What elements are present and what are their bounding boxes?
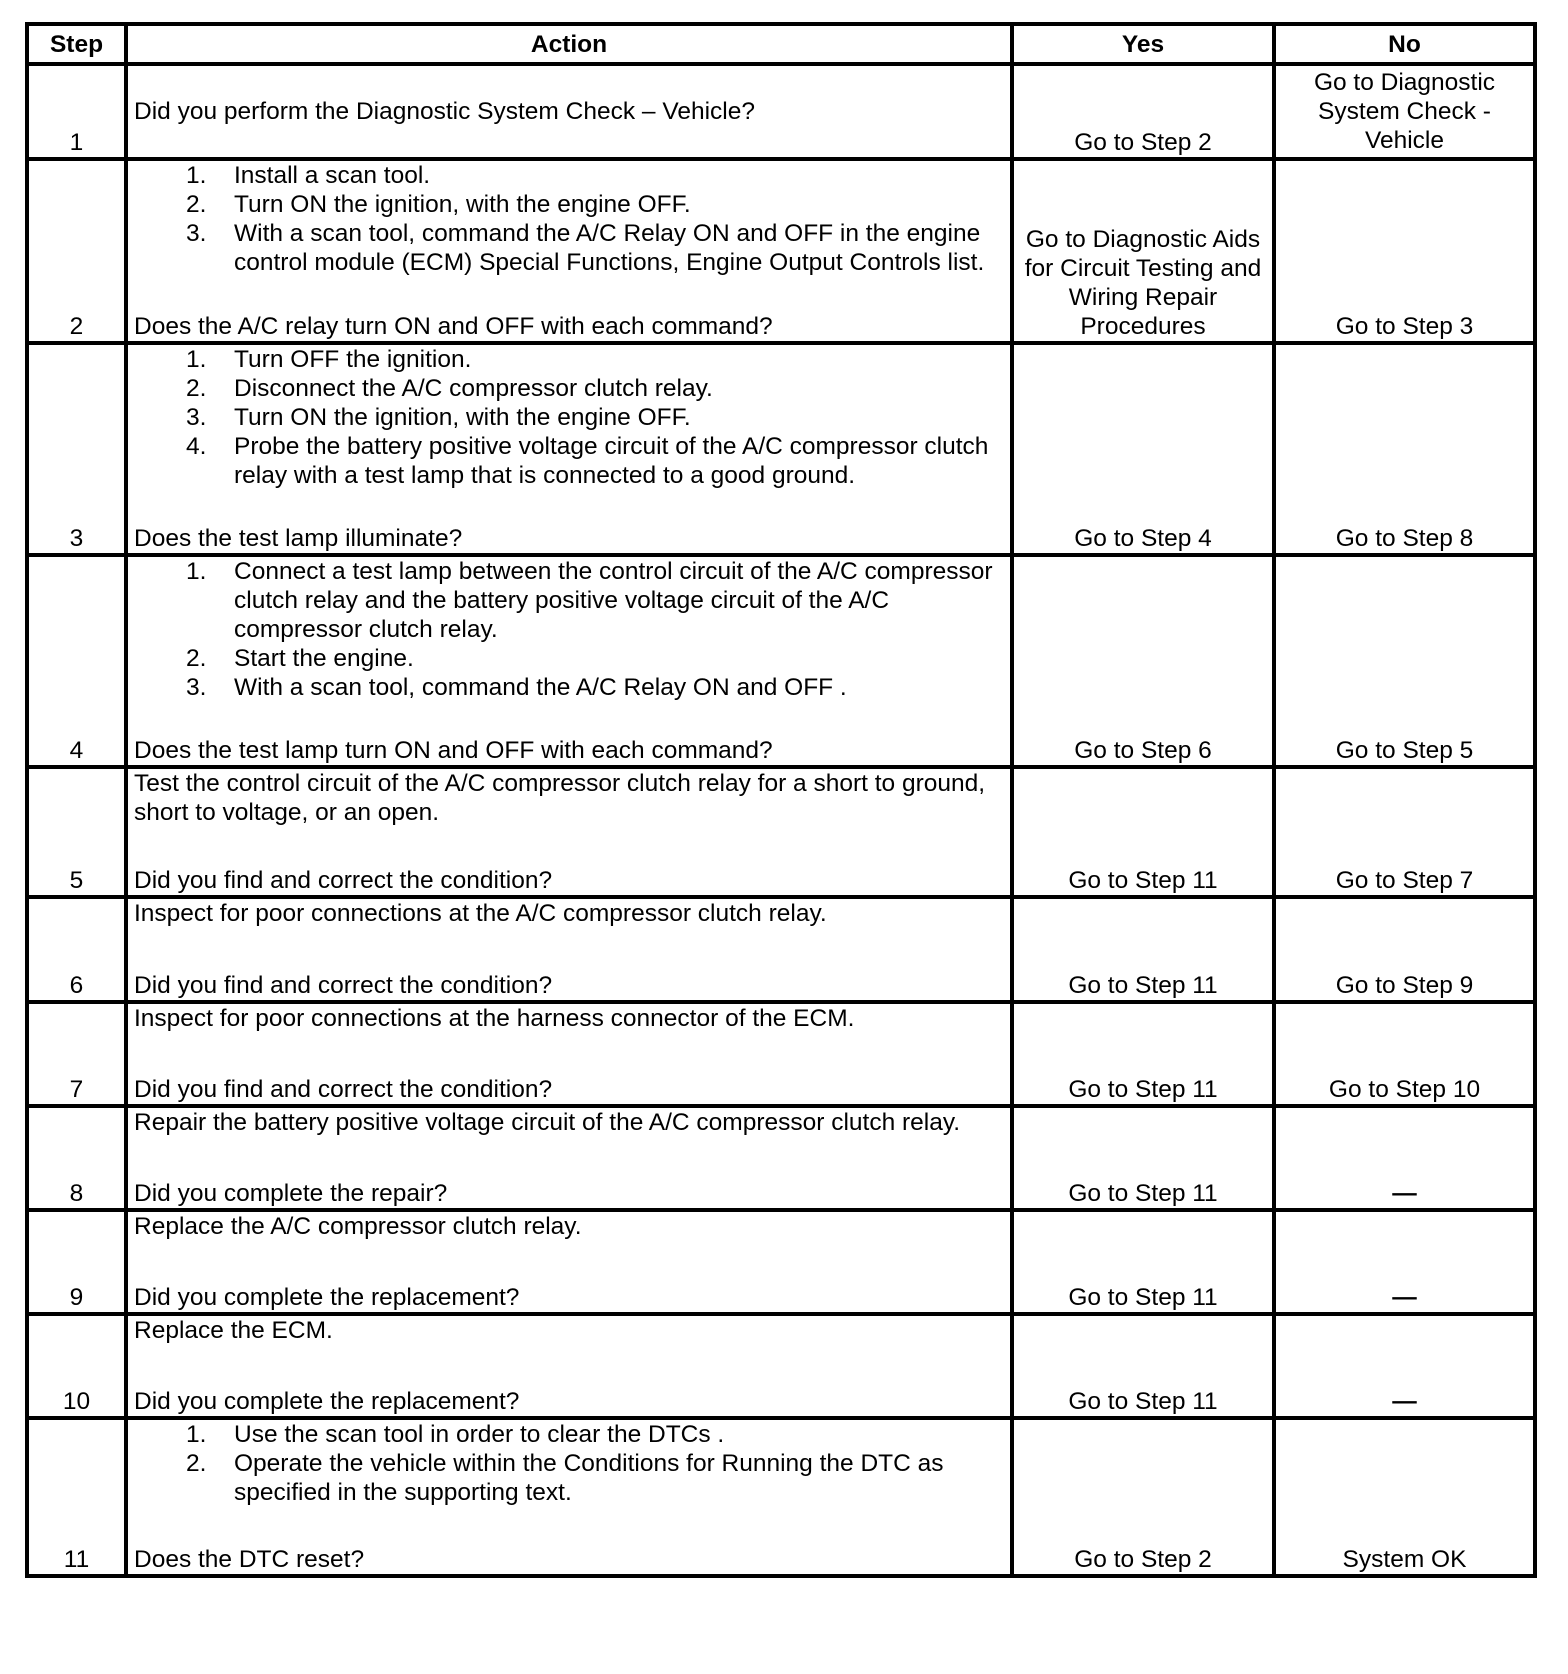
no-result: System OK	[1274, 1418, 1535, 1576]
step-number: 6	[27, 897, 126, 1002]
instruction-item	[134, 557, 1004, 644]
instruction-number: 1.	[186, 346, 207, 373]
yes-result: Go to Step 11	[1012, 897, 1274, 1002]
instruction-text: Probe the battery positive voltage circuit of the A/C compressor clutch relay with a test lamp that is connected to a good ground.	[234, 433, 989, 489]
step-number: 4	[27, 555, 126, 767]
action-instruction: Repair the battery positive voltage circuit of the A/C compressor clutch relay.	[134, 1109, 961, 1136]
instruction-text: Use the scan tool in order to clear the DTCs .	[234, 1421, 725, 1448]
yes-result: Go to Step 2	[1012, 64, 1274, 159]
instruction-text: Turn OFF the ignition.	[234, 346, 472, 373]
no-result: —	[1274, 1106, 1535, 1210]
instruction-text: Turn ON the ignition, with the engine OFF.	[234, 191, 691, 218]
action-cell	[126, 1106, 1012, 1210]
yes-result: Go to Step 2	[1012, 1418, 1274, 1576]
table-body	[27, 64, 1535, 1576]
header-row	[27, 24, 1535, 64]
action-question: Did you complete the replacement?	[134, 1388, 520, 1415]
table-row	[27, 64, 1535, 159]
instruction-number: 2.	[186, 375, 207, 402]
no-result: —	[1274, 1210, 1535, 1314]
step-number: 1	[27, 64, 126, 159]
instruction-item	[134, 345, 1004, 374]
no-result: Go to Step 7	[1274, 767, 1535, 897]
instruction-item	[134, 1449, 1004, 1507]
action-question: Does the DTC reset?	[134, 1546, 365, 1573]
action-question: Does the A/C relay turn ON and OFF with each command?	[134, 313, 773, 340]
instruction-item	[134, 673, 1004, 702]
table-row	[27, 1314, 1535, 1418]
yes-result: Go to Step 6	[1012, 555, 1274, 767]
no-result: Go to Step 3	[1274, 159, 1535, 343]
table-row	[27, 343, 1535, 555]
instruction-item	[134, 432, 1004, 490]
instruction-number: 3.	[186, 674, 207, 701]
instruction-number: 1.	[186, 1421, 207, 1448]
step-number: 3	[27, 343, 126, 555]
instruction-text: Connect a test lamp between the control circuit of the A/C compressor clutch relay and the battery positive voltage circuit of the A/C compressor clutch relay.	[234, 558, 993, 643]
action-instruction: Test the control circuit of the A/C compressor clutch relay for a short to ground, short to voltage, or an open.	[134, 770, 986, 826]
yes-result: Go to Step 11	[1012, 1210, 1274, 1314]
action-instruction: Replace the ECM.	[134, 1317, 333, 1344]
no-result: Go to Step 8	[1274, 343, 1535, 555]
yes-result: Go to Step 11	[1012, 767, 1274, 897]
no-result: —	[1274, 1314, 1535, 1418]
action-cell	[126, 159, 1012, 343]
table-row	[27, 555, 1535, 767]
step-number: 5	[27, 767, 126, 897]
instruction-number: 1.	[186, 162, 207, 189]
instruction-text: With a scan tool, command the A/C Relay ON and OFF in the engine control module (ECM) Special Functions, Engine Output Controls list.	[234, 220, 985, 276]
step-number: 8	[27, 1106, 126, 1210]
no-result: Go to Step 10	[1274, 1002, 1535, 1106]
instruction-item	[134, 190, 1004, 219]
step-number: 11	[27, 1418, 126, 1576]
action-cell	[126, 1418, 1012, 1576]
instruction-text: Turn ON the ignition, with the engine OFF.	[234, 404, 691, 431]
action-question: Does the test lamp illuminate?	[134, 525, 463, 552]
yes-result: Go to Step 4	[1012, 343, 1274, 555]
yes-result: Go to Step 11	[1012, 1106, 1274, 1210]
action-instruction: Inspect for poor connections at the A/C compressor clutch relay.	[134, 900, 827, 927]
action-instruction: Inspect for poor connections at the harness connector of the ECM.	[134, 1005, 855, 1032]
action-cell	[126, 767, 1012, 897]
step-number: 9	[27, 1210, 126, 1314]
table-row	[27, 1106, 1535, 1210]
table-row	[27, 1002, 1535, 1106]
instruction-text: Install a scan tool.	[234, 162, 431, 189]
action-cell	[126, 897, 1012, 1002]
instruction-number: 3.	[186, 404, 207, 431]
instruction-item	[134, 219, 1004, 277]
instruction-item	[134, 161, 1004, 190]
header-no: No	[1274, 24, 1535, 64]
instruction-number: 4.	[186, 433, 207, 460]
instruction-text: Start the engine.	[234, 645, 414, 672]
step-number: 7	[27, 1002, 126, 1106]
instruction-item	[134, 403, 1004, 432]
instruction-text: Disconnect the A/C compressor clutch relay.	[234, 375, 713, 402]
action-question: Did you find and correct the condition?	[134, 1076, 553, 1103]
header-yes: Yes	[1012, 24, 1274, 64]
step-number: 2	[27, 159, 126, 343]
instruction-list	[134, 161, 1004, 277]
action-cell	[126, 1314, 1012, 1418]
table-row	[27, 1210, 1535, 1314]
instruction-item	[134, 1420, 1004, 1449]
instruction-list	[134, 345, 1004, 490]
instruction-item	[134, 374, 1004, 403]
instruction-list	[134, 557, 1004, 702]
yes-result: Go to Step 11	[1012, 1314, 1274, 1418]
instruction-number: 2.	[186, 645, 207, 672]
instruction-number: 1.	[186, 558, 207, 585]
yes-result: Go to Step 11	[1012, 1002, 1274, 1106]
table-row	[27, 159, 1535, 343]
action-question: Did you find and correct the condition?	[134, 972, 553, 999]
action-instruction: Replace the A/C compressor clutch relay.	[134, 1213, 582, 1240]
action-cell	[126, 1210, 1012, 1314]
no-result: Go to Step 5	[1274, 555, 1535, 767]
table-row	[27, 1418, 1535, 1576]
action-question: Did you find and correct the condition?	[134, 867, 553, 894]
table-row	[27, 897, 1535, 1002]
step-number: 10	[27, 1314, 126, 1418]
instruction-text: With a scan tool, command the A/C Relay ON and OFF .	[234, 674, 847, 701]
action-question: Does the test lamp turn ON and OFF with each command?	[134, 737, 773, 764]
no-result: Go to Step 9	[1274, 897, 1535, 1002]
instruction-number: 2.	[186, 191, 207, 218]
diagnostic-table	[25, 22, 1537, 1578]
action-question: Did you complete the replacement?	[134, 1284, 520, 1311]
header-action: Action	[126, 24, 1012, 64]
instruction-list	[134, 1420, 1004, 1507]
no-result: Go to Diagnostic System Check - Vehicle	[1274, 64, 1535, 159]
yes-result: Go to Diagnostic Aids for Circuit Testing and Wiring Repair Procedures	[1012, 159, 1274, 343]
instruction-item	[134, 644, 1004, 673]
action-cell	[126, 1002, 1012, 1106]
action-cell	[126, 64, 1012, 159]
instruction-text: Operate the vehicle within the Conditions for Running the DTC as specified in the supporting text.	[234, 1450, 944, 1506]
instruction-number: 2.	[186, 1450, 207, 1477]
action-question: Did you perform the Diagnostic System Check – Vehicle?	[134, 98, 755, 125]
action-cell	[126, 343, 1012, 555]
table-row	[27, 767, 1535, 897]
action-cell	[126, 555, 1012, 767]
action-question: Did you complete the repair?	[134, 1180, 448, 1207]
header-step: Step	[27, 24, 126, 64]
instruction-number: 3.	[186, 220, 207, 247]
